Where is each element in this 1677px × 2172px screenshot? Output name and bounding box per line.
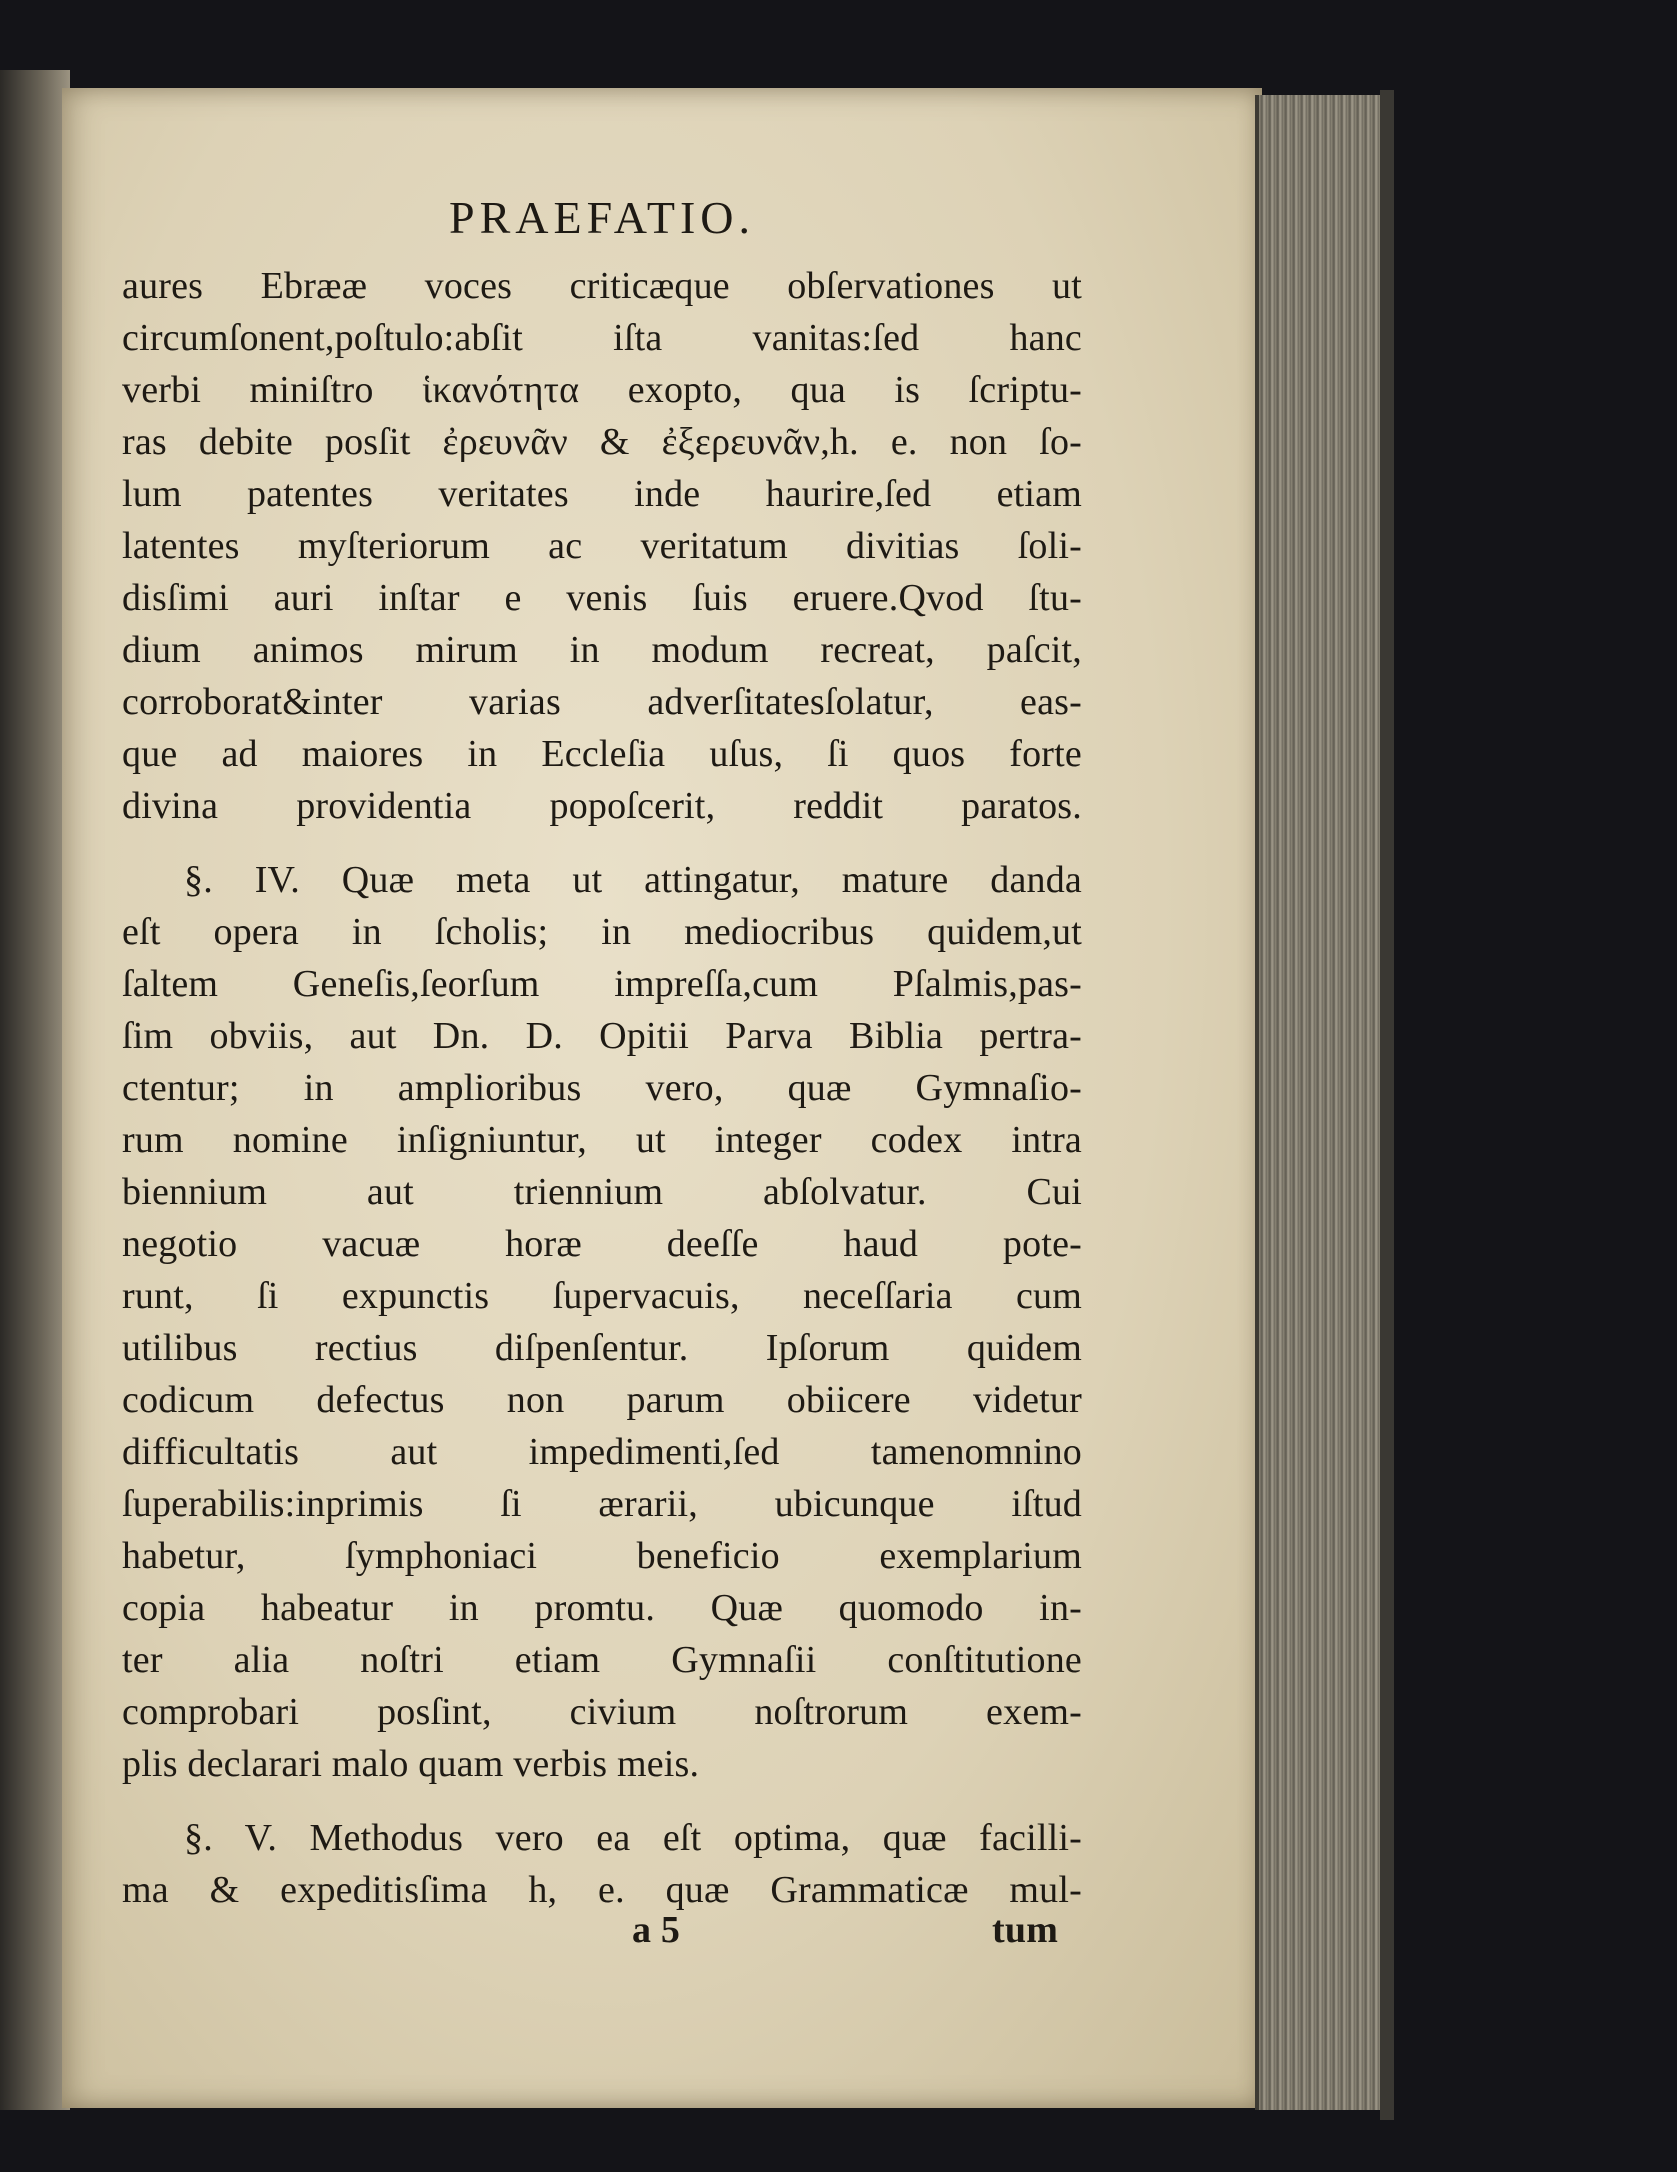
text-line: aures Ebrææ voces criticæque obſervationes ut — [122, 265, 1082, 307]
text-line-section-v: §. V. Methodus vero ea eſt optima, quæ facilli- — [184, 1817, 1082, 1859]
catchword: tum — [992, 1909, 1059, 1951]
running-head: PRAEFATIO. — [448, 192, 755, 243]
text-line: rum nomine inſigniuntur, ut integer codex intra — [122, 1119, 1082, 1161]
text-line: runt, ſi expunctis ſupervacuis, neceſſaria cum — [122, 1275, 1082, 1317]
text-line: latentes myſteriorum ac veritatum divitias ſoli- — [122, 525, 1082, 567]
text-line: disſimi auri inſtar e venis ſuis eruere.Qvod ſtu- — [122, 577, 1082, 619]
text-line: comprobari posſint, civium noſtrorum exem- — [122, 1691, 1082, 1733]
text-line: ſuperabilis:inprimis ſi ærarii, ubicunque iſtud — [122, 1483, 1082, 1525]
text-line: difficultatis aut impedimenti,ſed tamenomnino — [122, 1431, 1082, 1473]
text-line: eſt opera in ſcholis; in mediocribus quidem,ut — [122, 911, 1082, 953]
text-line: lum patentes veritates inde haurire,ſed etiam — [122, 473, 1082, 515]
text-line: divina providentia popoſcerit, reddit paratos. — [122, 785, 1082, 827]
text-line: ter alia noſtri etiam Gymnaſii conſtitutione — [122, 1639, 1082, 1681]
text-line: ſaltem Geneſis,ſeorſum impreſſa,cum Pſalmis,pas- — [122, 963, 1082, 1005]
text-line-section-iv: §. IV. Quæ meta ut attingatur, mature danda — [184, 859, 1082, 901]
left-page-edge — [0, 70, 70, 2110]
text-line: utilibus rectius diſpenſentur. Ipſorum quidem — [122, 1327, 1082, 1369]
text-line: ctentur; in amplioribus vero, quæ Gymnaſio- — [122, 1067, 1082, 1109]
text-line: plis declarari malo quam verbis meis. — [122, 1743, 700, 1785]
text-line: ras debite posſit ἐρευνᾶν & ἐξερευνᾶν,h. e. non ſo- — [122, 421, 1082, 463]
text-line: dium animos mirum in modum recreat, paſcit, — [122, 629, 1082, 671]
page-stack-edges — [1255, 95, 1394, 2110]
signature-mark: a 5 — [632, 1909, 681, 1951]
text-line: que ad maiores in Eccleſia uſus, ſi quos forte — [122, 733, 1082, 775]
book-cover-edge — [1380, 90, 1394, 2120]
text-line: ma & expeditisſima h, e. quæ Grammaticæ mul- — [122, 1869, 1082, 1911]
text-line: circumſonent,poſtulo:abſit iſta vanitas:ſed hanc — [122, 317, 1082, 359]
text-line: habetur, ſymphoniaci beneficio exemplarium — [122, 1535, 1082, 1577]
text-line: verbi miniſtro ἱκανότητα exopto, qua is ſcriptu- — [122, 369, 1082, 411]
text-line: codicum defectus non parum obiicere videtur — [122, 1379, 1082, 1421]
text-line: ſim obviis, aut Dn. D. Opitii Parva Biblia pertra- — [122, 1015, 1082, 1057]
text-line: copia habeatur in promtu. Quæ quomodo in- — [122, 1587, 1082, 1629]
text-line: negotio vacuæ horæ deeſſe haud pote- — [122, 1223, 1082, 1265]
text-line: corroborat&inter varias adverſitatesſolatur, eas- — [122, 681, 1082, 723]
text-line: biennium aut triennium abſolvatur. Cui — [122, 1171, 1082, 1213]
